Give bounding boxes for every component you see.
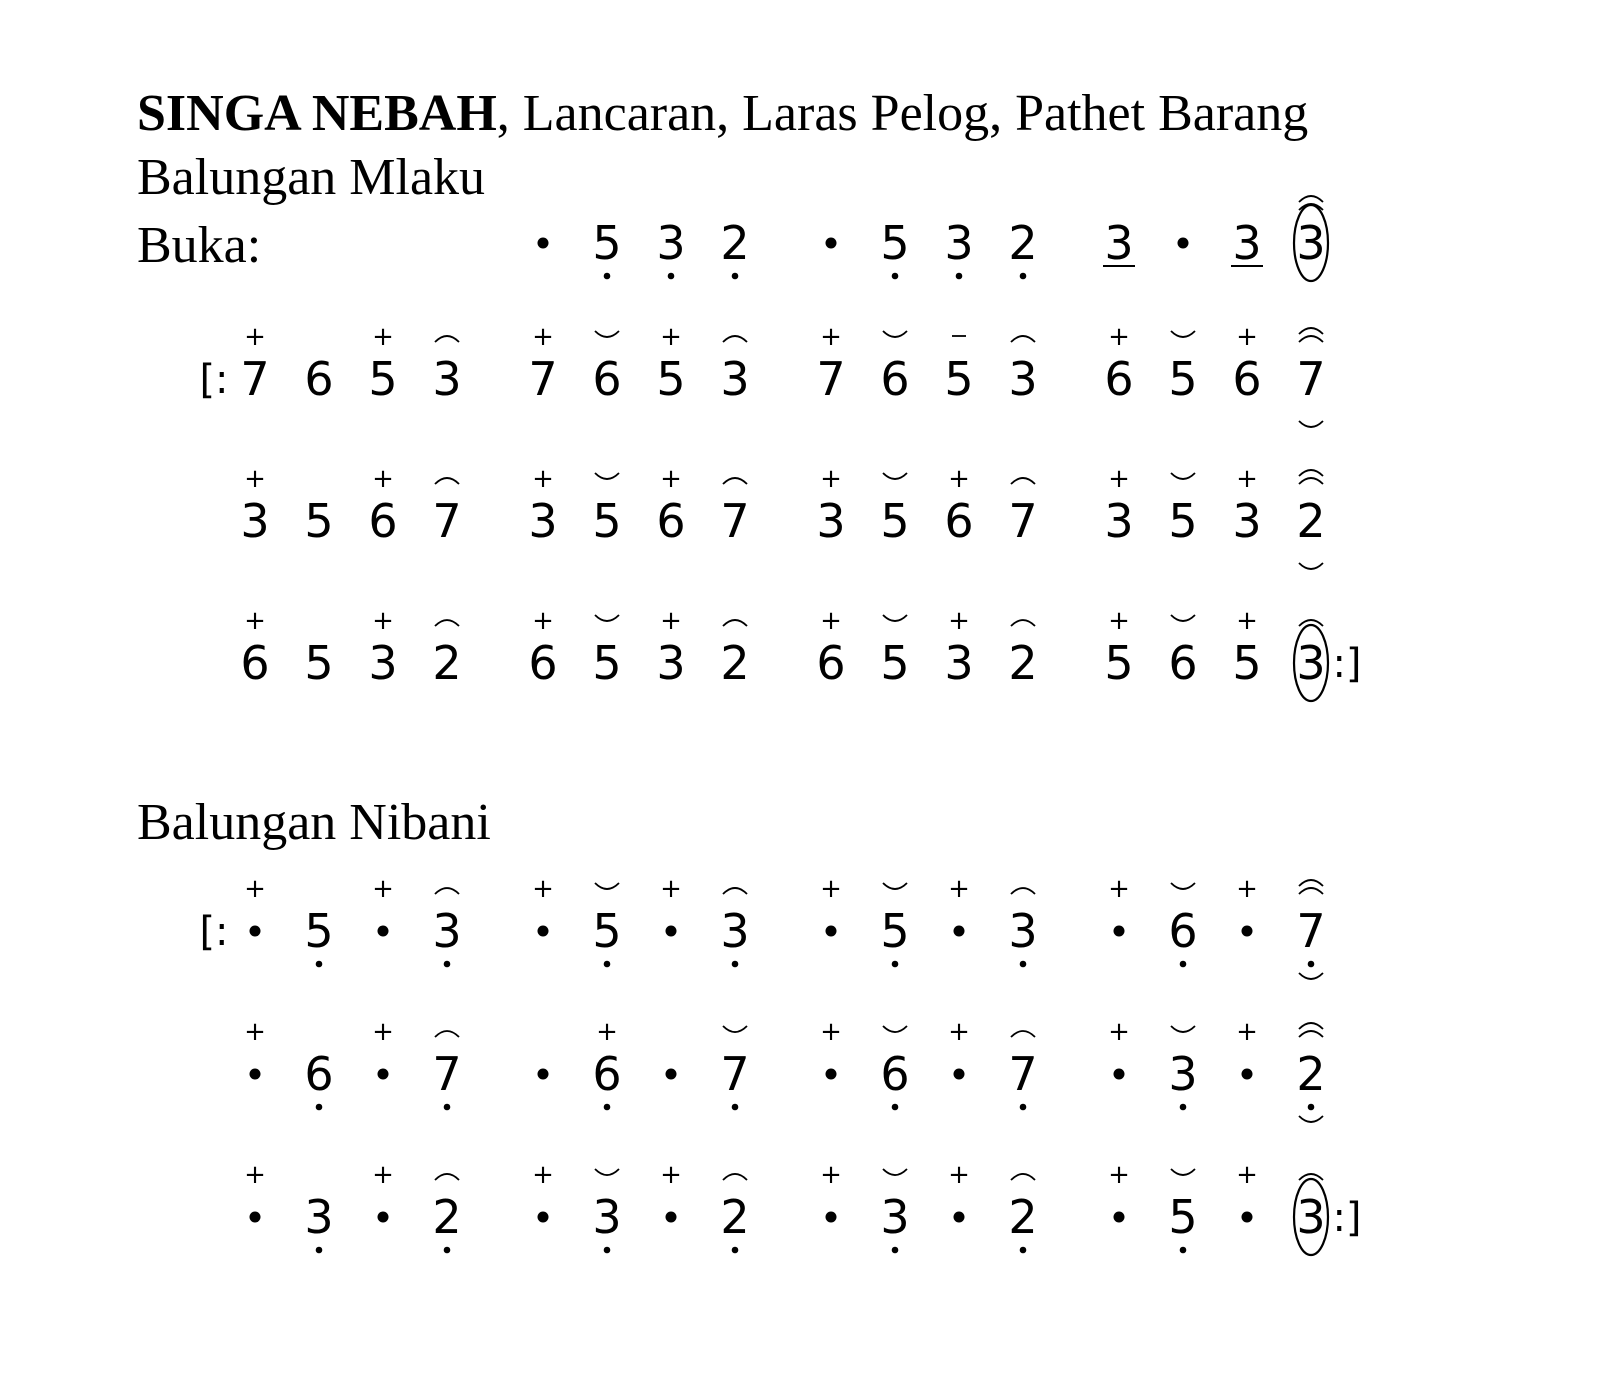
note: 5 (880, 216, 910, 270)
low-octave-dot (732, 1247, 739, 1254)
gong-arc-upper (1299, 880, 1323, 886)
rest-dot (538, 1069, 549, 1080)
note: 2 (432, 636, 462, 690)
kenong-mark (435, 336, 459, 342)
kempul-mark: + (1108, 464, 1130, 494)
kempul-mark: + (1108, 874, 1130, 904)
note: 7 (1296, 352, 1326, 406)
note: 2 (1296, 1047, 1326, 1101)
rest-dot (1242, 1069, 1253, 1080)
kethuk-mark (595, 1169, 619, 1175)
rest-dot (1242, 926, 1253, 937)
rest-dot (538, 1212, 549, 1223)
kempul-mark: + (532, 1160, 554, 1190)
mlaku-row (240, 464, 1325, 569)
kempul-mark: + (372, 464, 394, 494)
kempul-mark: + (1108, 606, 1130, 636)
low-octave-dot (956, 273, 963, 280)
note: 3 (944, 216, 974, 270)
rest-dot (826, 926, 837, 937)
nibani-row (244, 1017, 1326, 1122)
kempul-mark: + (820, 322, 842, 352)
kempul-mark: + (948, 606, 970, 636)
kempul-mark: + (820, 1160, 842, 1190)
note: 5 (880, 636, 910, 690)
gong-arc-upper (1299, 1023, 1323, 1029)
kethuk-mark (1171, 1169, 1195, 1175)
kempul-mark: + (596, 1017, 618, 1047)
note: 6 (816, 636, 846, 690)
low-octave-dot (1180, 961, 1187, 968)
note: 2 (720, 636, 750, 690)
note: 3 (592, 1190, 622, 1244)
gong-mark-below (1299, 973, 1323, 979)
low-octave-dot (1020, 1104, 1027, 1111)
note: 6 (304, 1047, 334, 1101)
low-octave-dot (892, 1247, 899, 1254)
kenong-mark (1011, 336, 1035, 342)
note: 7 (240, 352, 270, 406)
kempul-mark: + (1108, 322, 1130, 352)
piece-title: SINGA NEBAH (137, 85, 497, 142)
kempul-mark: + (1236, 322, 1258, 352)
kenong-mark (1011, 1174, 1035, 1180)
kethuk-mark (1171, 883, 1195, 889)
note: 3 (1232, 216, 1262, 270)
note: 3 (656, 636, 686, 690)
rest-dot (666, 1212, 677, 1223)
low-octave-dot (1020, 1247, 1027, 1254)
kempul-mark: + (820, 464, 842, 494)
note: 2 (720, 216, 750, 270)
kempul-mark: + (244, 606, 266, 636)
low-octave-dot (316, 1104, 323, 1111)
note: 5 (592, 904, 622, 958)
note: 7 (432, 1047, 462, 1101)
note: 2 (1008, 636, 1038, 690)
note: 2 (1296, 494, 1326, 548)
low-octave-dot (732, 1104, 739, 1111)
rest-dot (666, 1069, 677, 1080)
note: 7 (528, 352, 558, 406)
note: 3 (304, 1190, 334, 1244)
rest-dot (1178, 238, 1189, 249)
note: 3 (1232, 494, 1262, 548)
note: 3 (944, 636, 974, 690)
kempul-mark: + (244, 464, 266, 494)
kempul-mark: + (660, 874, 682, 904)
note: 5 (656, 352, 686, 406)
note: 3 (1296, 636, 1326, 690)
gong-arc-lower (1299, 1031, 1323, 1037)
low-octave-dot (604, 1247, 611, 1254)
rest-dot (250, 926, 261, 937)
kempul-mark: + (660, 606, 682, 636)
section-heading-nibani: Balungan Nibani (137, 794, 491, 851)
note: 6 (1168, 904, 1198, 958)
kempul-mark: + (372, 322, 394, 352)
note: 3 (432, 904, 462, 958)
note: 5 (1168, 494, 1198, 548)
note: 2 (720, 1190, 750, 1244)
kenong-mark (723, 336, 747, 342)
repeat-close-sign: :] (1332, 1195, 1362, 1241)
kenong-mark (1011, 620, 1035, 626)
rest-dot (826, 238, 837, 249)
rest-dot (538, 238, 549, 249)
note: 5 (592, 216, 622, 270)
low-octave-dot (444, 1104, 451, 1111)
kempul-mark: + (244, 1017, 266, 1047)
kempul-mark: + (660, 1160, 682, 1190)
rest-dot (378, 926, 389, 937)
low-octave-dot (604, 961, 611, 968)
note: 5 (880, 904, 910, 958)
kenong-mark (1011, 1031, 1035, 1037)
note: 3 (720, 352, 750, 406)
kempul-mark: + (244, 874, 266, 904)
kempul-mark: + (1108, 1160, 1130, 1190)
kempul-mark: + (660, 322, 682, 352)
note: 6 (1168, 636, 1198, 690)
kenong-mark (435, 1031, 459, 1037)
note: 6 (1104, 352, 1134, 406)
note: 3 (1296, 1190, 1326, 1244)
nibani-row (244, 1160, 1361, 1255)
rest-dot (954, 926, 965, 937)
repeat-open-sign: [: (199, 909, 229, 955)
kempul-mark: + (1236, 1017, 1258, 1047)
rest-dot (538, 926, 549, 937)
kempul-mark: + (1236, 606, 1258, 636)
note: 7 (816, 352, 846, 406)
gong-mark-below (1299, 563, 1323, 569)
low-octave-dot (892, 273, 899, 280)
note: 7 (1296, 904, 1326, 958)
gong-mark-below (1299, 1116, 1323, 1122)
kempul-mark: + (820, 1017, 842, 1047)
kempul-mark: + (1108, 1017, 1130, 1047)
kethuk-mark (595, 615, 619, 621)
note: 6 (528, 636, 558, 690)
kempul-mark: + (820, 874, 842, 904)
low-octave-dot (444, 961, 451, 968)
low-octave-dot (316, 1247, 323, 1254)
kempul-mark: + (660, 464, 682, 494)
gong-arc-upper (1299, 328, 1323, 334)
note: 3 (1104, 494, 1134, 548)
kethuk-mark (1171, 473, 1195, 479)
kempul-mark: + (532, 464, 554, 494)
low-octave-dot (668, 273, 675, 280)
low-octave-dot (1180, 1104, 1187, 1111)
kethuk-mark (723, 1026, 747, 1032)
kethuk-mark (595, 473, 619, 479)
note: 7 (432, 494, 462, 548)
note: 5 (1104, 636, 1134, 690)
gong-arc-lower (1299, 478, 1323, 484)
kempul-mark: + (372, 874, 394, 904)
note: 6 (304, 352, 334, 406)
kenong-mark (435, 620, 459, 626)
rest-dot (1114, 1212, 1125, 1223)
kenong-mark (1011, 888, 1035, 894)
note: 3 (880, 1190, 910, 1244)
kempul-mark: + (1236, 874, 1258, 904)
rest-dot (1114, 926, 1125, 937)
buka-row (538, 196, 1329, 281)
note: 5 (304, 494, 334, 548)
kethuk-mark (1171, 1026, 1195, 1032)
rest-dot (666, 926, 677, 937)
note: 6 (240, 636, 270, 690)
note: 3 (656, 216, 686, 270)
rest-dot (826, 1069, 837, 1080)
note: 6 (592, 352, 622, 406)
kenong-mark (435, 478, 459, 484)
note: 5 (1168, 352, 1198, 406)
nibani-row (199, 874, 1325, 979)
kempul-mark: + (244, 322, 266, 352)
low-octave-dot (892, 1104, 899, 1111)
rest-dot (1242, 1212, 1253, 1223)
gong-arc-lower (1299, 336, 1323, 342)
low-octave-dot (1020, 961, 1027, 968)
rest-dot (954, 1069, 965, 1080)
kempul-mark: + (948, 1017, 970, 1047)
kempul-mark: + (244, 1160, 266, 1190)
kethuk-mark (883, 883, 907, 889)
note: 3 (528, 494, 558, 548)
note: 6 (880, 352, 910, 406)
note: 6 (656, 494, 686, 548)
kenong-mark (723, 888, 747, 894)
note: 6 (592, 1047, 622, 1101)
note: 5 (592, 494, 622, 548)
kethuk-mark (883, 473, 907, 479)
low-octave-dot (604, 273, 611, 280)
note: 5 (368, 352, 398, 406)
note: 5 (592, 636, 622, 690)
kethuk-mark (595, 331, 619, 337)
kempul-mark: + (820, 606, 842, 636)
note: 5 (1232, 636, 1262, 690)
note: 3 (240, 494, 270, 548)
note: 5 (1168, 1190, 1198, 1244)
note: 2 (432, 1190, 462, 1244)
note: 5 (304, 904, 334, 958)
note: 6 (880, 1047, 910, 1101)
low-octave-dot (1308, 1104, 1315, 1111)
kempul-mark: + (532, 874, 554, 904)
kethuk-mark (883, 1169, 907, 1175)
kempul-mark: + (1236, 464, 1258, 494)
note: 5 (304, 636, 334, 690)
note: 3 (432, 352, 462, 406)
note: 7 (720, 1047, 750, 1101)
rest-dot (1114, 1069, 1125, 1080)
low-octave-dot (1020, 273, 1027, 280)
kenong-mark (723, 620, 747, 626)
gong-arc-upper (1299, 470, 1323, 476)
kethuk-mark (595, 883, 619, 889)
low-octave-dot (444, 1247, 451, 1254)
kethuk-mark (1171, 615, 1195, 621)
buka-label: Buka: (137, 217, 262, 274)
rest-dot (250, 1212, 261, 1223)
rest-dot (378, 1069, 389, 1080)
gong-arc-upper (1299, 196, 1323, 202)
low-octave-dot (1180, 1247, 1187, 1254)
note: 3 (720, 904, 750, 958)
kenong-mark (723, 1174, 747, 1180)
repeat-close-sign: :] (1332, 641, 1362, 687)
note: 6 (1232, 352, 1262, 406)
note: 5 (944, 352, 974, 406)
note: 7 (720, 494, 750, 548)
rest-dot (250, 1069, 261, 1080)
note: 3 (1296, 216, 1326, 270)
note: 5 (880, 494, 910, 548)
kethuk-mark (1171, 331, 1195, 337)
kempul-mark: + (948, 874, 970, 904)
low-octave-dot (604, 1104, 611, 1111)
rest-dot (826, 1212, 837, 1223)
low-octave-dot (732, 273, 739, 280)
mlaku-row (199, 322, 1325, 427)
note: 3 (1104, 216, 1134, 270)
note: 3 (1008, 904, 1038, 958)
gong-mark-below (1299, 421, 1323, 427)
note: 6 (944, 494, 974, 548)
low-octave-dot (892, 961, 899, 968)
kempul-mark: + (372, 1017, 394, 1047)
gong-arc-lower (1299, 888, 1323, 894)
kempul-mark: + (1236, 1160, 1258, 1190)
kenong-mark (435, 1174, 459, 1180)
kenong-mark (435, 888, 459, 894)
kempul-mark: + (948, 1160, 970, 1190)
low-octave-dot (1308, 961, 1315, 968)
kenong-mark (1011, 478, 1035, 484)
section-heading-mlaku: Balungan Mlaku (137, 149, 486, 206)
rest-dot (378, 1212, 389, 1223)
note: 7 (1008, 1047, 1038, 1101)
kempul-mark: + (372, 1160, 394, 1190)
low-octave-dot (732, 961, 739, 968)
note: 2 (1008, 1190, 1038, 1244)
kethuk-mark (883, 331, 907, 337)
note: 2 (1008, 216, 1038, 270)
repeat-open-sign: [: (199, 357, 229, 403)
kethuk-mark (883, 1026, 907, 1032)
note: 3 (368, 636, 398, 690)
rest-dot (954, 1212, 965, 1223)
kempul-mark: + (532, 606, 554, 636)
kempul-mark: + (532, 322, 554, 352)
note: 6 (368, 494, 398, 548)
note: 7 (1008, 494, 1038, 548)
kenong-mark (723, 478, 747, 484)
low-octave-dot (316, 961, 323, 968)
kempul-mark: + (948, 464, 970, 494)
note: 3 (816, 494, 846, 548)
note: 3 (1008, 352, 1038, 406)
note: 3 (1168, 1047, 1198, 1101)
piece-subtitle: , Lancaran, Laras Pelog, Pathet Barang (496, 85, 1309, 142)
kempul-mark: + (372, 606, 394, 636)
kethuk-mark (883, 615, 907, 621)
mlaku-row (240, 606, 1361, 701)
